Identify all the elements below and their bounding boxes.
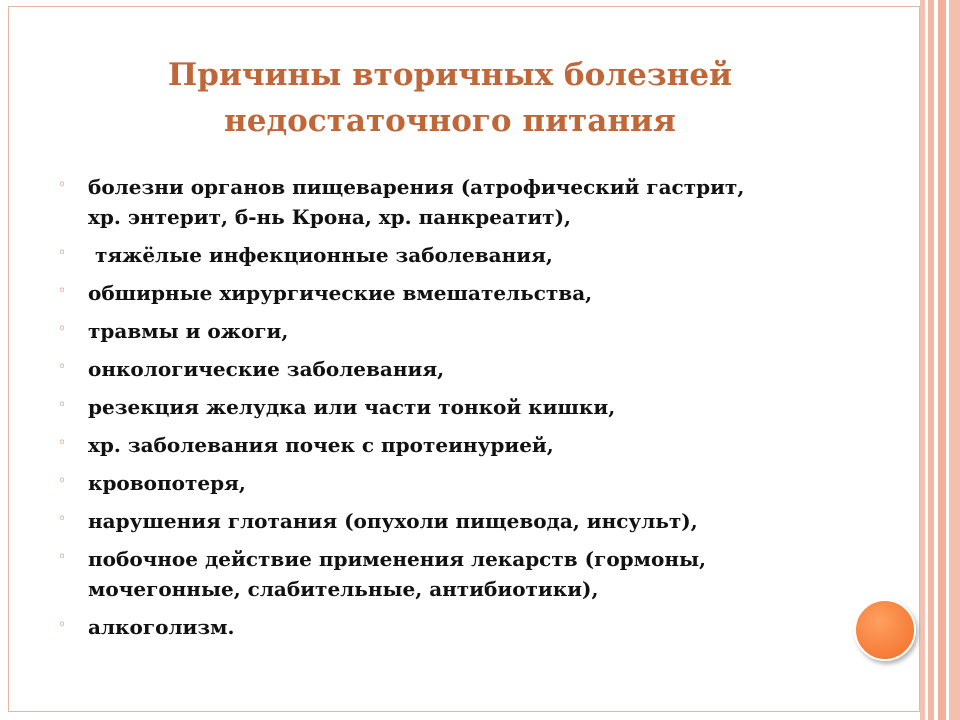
bullet-icon: ◦	[58, 397, 67, 413]
list-item-line: хр. энтерит, б-нь Крона, хр. панкреатит),	[88, 205, 571, 229]
list-item-line: резекция желудка или части тонкой кишки,	[88, 395, 616, 419]
bullet-icon: ◦	[58, 473, 67, 489]
list-item-line: тяжёлые инфекционные заболевания,	[88, 243, 553, 267]
list-item	[58, 544, 878, 604]
bullet-icon: ◦	[58, 177, 67, 193]
list-item-line: травмы и ожоги,	[88, 319, 289, 343]
list-item-line: побочное действие применения лекарств (гормоны,	[88, 547, 707, 571]
slide-title	[140, 52, 760, 144]
list-item	[58, 430, 878, 460]
decorative-stripes	[920, 0, 960, 720]
list-item-line: болезни органов пищеварения (атрофический гастрит,	[88, 175, 745, 199]
list-item-line: онкологические заболевания,	[88, 357, 445, 381]
slide-title-line-1: Причины вторичных болезней	[167, 57, 733, 93]
list-item-line: алкоголизм.	[88, 615, 235, 639]
bullet-icon: ◦	[58, 321, 67, 337]
bullet-icon: ◦	[58, 435, 67, 451]
list-item-line: хр. заболевания почек с протеинурией,	[88, 433, 554, 457]
stripe	[938, 0, 946, 720]
causes-list	[58, 172, 878, 650]
bullet-icon: ◦	[58, 549, 67, 565]
bullet-icon: ◦	[58, 283, 67, 299]
list-item	[58, 316, 878, 346]
list-item-line: кровопотеря,	[88, 471, 246, 495]
list-item	[58, 468, 878, 498]
bullet-icon: ◦	[58, 617, 67, 633]
list-item	[58, 612, 878, 642]
list-item-line: мочегонные, слабительные, антибиотики),	[88, 577, 599, 601]
list-item	[58, 354, 878, 384]
list-item-line: нарушения глотания (опухоли пищевода, инсульт),	[88, 509, 698, 533]
bullet-icon: ◦	[58, 245, 67, 261]
list-item	[58, 278, 878, 308]
bullet-icon: ◦	[58, 511, 67, 527]
list-item	[58, 240, 878, 270]
list-item	[58, 506, 878, 536]
bullet-icon: ◦	[58, 359, 67, 375]
slide-title-line-2: недостаточного питания	[224, 103, 676, 139]
list-item-line: обширные хирургические вмешательства,	[88, 281, 593, 305]
stripe	[949, 0, 960, 720]
decorative-circle-icon	[854, 599, 916, 661]
list-item	[58, 172, 878, 232]
list-item	[58, 392, 878, 422]
